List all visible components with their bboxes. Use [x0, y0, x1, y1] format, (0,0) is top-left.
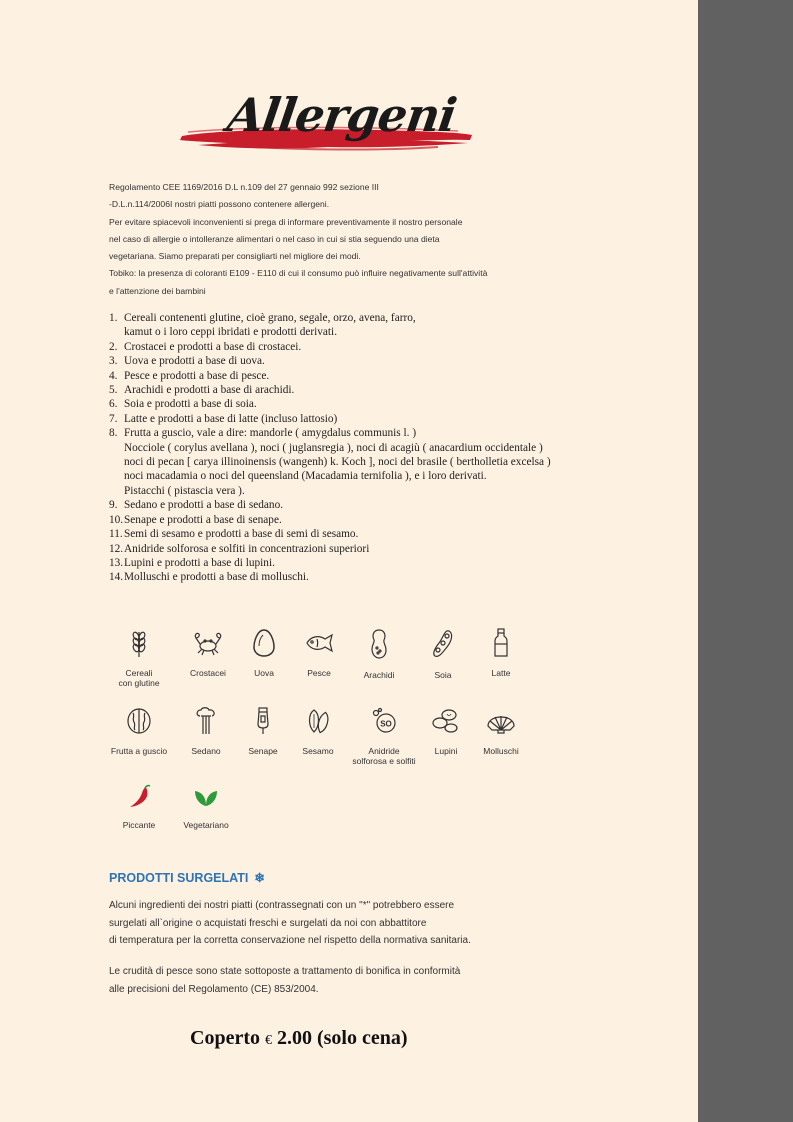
- leaf-icon: [193, 784, 219, 810]
- intro-line: Tobiko: la presenza di coloranti E109 - E110 di cui il consumo può influire negativamente sull'attività: [109, 268, 488, 279]
- legend-sesamo: [283, 706, 353, 756]
- item-number: 12.: [109, 542, 124, 555]
- list-item: [109, 412, 551, 426]
- icon-label: Uova: [254, 668, 274, 678]
- list-item: [109, 397, 551, 411]
- egg-icon: [252, 628, 276, 658]
- icon-label: Sesamo: [302, 746, 334, 756]
- item-number: 2.: [109, 340, 118, 353]
- legend-anidride: [349, 706, 419, 766]
- legend-vegetariano: [171, 784, 241, 830]
- shell-icon: [485, 706, 517, 736]
- item-text: Molluschi e prodotti a base di molluschi.: [124, 571, 309, 584]
- legend-latte: [466, 628, 536, 678]
- chili-icon: [126, 784, 152, 810]
- list-item: [109, 542, 551, 556]
- fish-icon: [303, 628, 335, 658]
- raw-line: alle precisioni del Regolamento (CE) 853/2004.: [109, 983, 319, 995]
- currency-symbol: €: [264, 1033, 272, 1048]
- celery-icon: [193, 706, 219, 736]
- intro-line: nel caso di allergie o intolleranze alimentari o nel caso in cui si stia seguendo una dieta: [109, 233, 440, 244]
- right-sidebar: [698, 0, 793, 1122]
- icon-label: Piccante: [122, 820, 156, 830]
- list-item: [109, 556, 551, 570]
- list-item: [109, 570, 551, 584]
- list-item: [109, 354, 551, 368]
- frozen-line: di temperatura per la corretta conservazione nel rispetto della normativa sanitaria.: [109, 935, 471, 946]
- legend-arachidi: [344, 628, 414, 680]
- icon-label: Anidride solforosa e solfiti: [352, 746, 416, 766]
- item-number: 7.: [109, 412, 118, 425]
- page-title: Allergeni: [224, 88, 460, 142]
- cover-price: 2.00: [276, 1027, 312, 1049]
- item-number: 5.: [109, 384, 118, 397]
- intro-text: [109, 179, 589, 300]
- list-item: [109, 369, 551, 383]
- frozen-title-text: PRODOTTI SURGELATI: [109, 871, 249, 885]
- item-text: Soia e prodotti a base di soia.: [124, 398, 257, 411]
- soy-icon: [431, 628, 455, 660]
- peanut-icon: [368, 628, 390, 660]
- item-text: Latte e prodotti a base di latte (incluso lattosio): [124, 412, 338, 425]
- frozen-line: surgelati all`origine o acquistati freschi e surgelati da noi con abbattitore: [109, 917, 427, 929]
- wheat-icon: [128, 628, 150, 658]
- list-item: [109, 383, 551, 397]
- item-text: Sedano e prodotti a base di sedano.: [124, 499, 284, 512]
- intro-line: vegetariana. Siamo preparati per consigliarti nel migliore dei modi.: [109, 251, 361, 262]
- frozen-products-heading: [109, 870, 265, 885]
- icon-label: Molluschi: [483, 746, 519, 756]
- list-item: [109, 527, 551, 541]
- intro-line: e l'attenzione dei bambini: [109, 285, 206, 296]
- frozen-products-text: [109, 897, 471, 950]
- legend-piccante: [104, 784, 174, 830]
- icon-label: Vegetariano: [183, 820, 229, 830]
- icon-label: Arachidi: [363, 670, 395, 680]
- raw-fish-text: [109, 963, 460, 998]
- item-text: Senape e prodotti a base di senape.: [124, 513, 282, 526]
- item-number: 14.: [109, 571, 124, 584]
- cover-note: (solo cena): [316, 1027, 408, 1049]
- intro-line: Regolamento CEE 1169/2016 D.L n.109 del 27 gennaio 992 sezione III: [109, 182, 379, 192]
- item-text: Lupini e prodotti a base di lupini.: [124, 556, 275, 569]
- sulphite-badge-text: SO: [380, 719, 392, 729]
- list-item: [109, 498, 551, 512]
- item-text: Arachidi e prodotti a base di arachidi.: [124, 384, 295, 397]
- item-number: 9.: [109, 499, 118, 512]
- lupin-icon: [431, 706, 461, 736]
- snowflake-icon: ❄: [254, 871, 265, 885]
- cover-charge: [190, 1027, 408, 1050]
- list-item: [109, 426, 551, 498]
- item-text: Anidride solforosa e solfiti in concentrazioni superiori: [124, 542, 370, 555]
- icon-label: Sedano: [191, 746, 221, 756]
- milk-bottle-icon: [492, 628, 510, 658]
- item-text: Uova e prodotti a base di uova.: [124, 355, 265, 368]
- legend-molluschi: [466, 706, 536, 756]
- item-number: 8.: [109, 427, 118, 440]
- intro-line: -D.L.n.114/2006I nostri piatti possono contenere allergeni.: [109, 199, 330, 210]
- item-number: 10.: [109, 513, 124, 526]
- item-number: 1.: [109, 312, 118, 324]
- icon-label: Latte: [491, 668, 511, 678]
- icon-label: Pesce: [307, 668, 331, 678]
- icon-label: Frutta a guscio: [110, 746, 168, 756]
- cover-label: Coperto: [190, 1027, 260, 1049]
- item-number: 4.: [109, 369, 118, 382]
- icon-label: Lupini: [434, 746, 458, 756]
- icon-label: Soia: [434, 670, 452, 680]
- item-text: Cereali contenenti glutine, cioè grano, segale, orzo, avena, farro, kamut o i loro ceppi ibridati e prodotti derivati.: [124, 312, 416, 339]
- item-number: 6.: [109, 398, 118, 411]
- icon-label: Senape: [248, 746, 278, 756]
- list-item: [109, 513, 551, 527]
- item-text: Crostacei e prodotti a base di crostacei.: [124, 340, 302, 353]
- sulphite-icon: [369, 706, 399, 736]
- title-block: [178, 88, 478, 168]
- legend-frutta-a-guscio: [104, 706, 174, 756]
- frozen-line: Alcuni ingredienti dei nostri piatti (contrassegnati con un "*" potrebbero essere: [109, 900, 455, 911]
- intro-line: Per evitare spiacevoli inconvenienti si prega di informare preventivamente il nostro personale: [109, 216, 463, 227]
- item-number: 11.: [109, 528, 123, 541]
- item-number: 13.: [109, 556, 124, 569]
- item-number: 3.: [109, 355, 118, 368]
- icon-label: Cereali con glutine: [118, 668, 160, 688]
- icon-label: Crostacei: [190, 668, 226, 678]
- legend-cereali: [104, 628, 174, 688]
- raw-line: Le crudità di pesce sono state sottoposte a trattamento di bonifica in conformità: [109, 966, 461, 977]
- item-text: Semi di sesamo e prodotti a base di semi di sesamo.: [124, 528, 359, 541]
- item-text: Frutta a guscio, vale a dire: mandorle ( amygdalus communis l. ) Nocciole ( corylus avellana ), noci ( juglansregia ), noci di acagiù ( anacardium occidentale ) noci di pecan [ carya illinoinensis (wangenh) k. Koch ], noci del brasile ( bertholletia excelsa ) noci macadamia o noci del queensland (Macadamia ternifolia ), e i loro derivati. Pistacchi ( pistascia vera ).: [124, 427, 551, 497]
- item-text: Pesce e prodotti a base di pesce.: [124, 369, 270, 382]
- mustard-icon: [254, 706, 272, 736]
- list-item: [109, 340, 551, 354]
- sesame-icon: [304, 706, 332, 736]
- list-item: [109, 311, 551, 340]
- crab-icon: [193, 628, 223, 658]
- allergen-list: [109, 311, 551, 585]
- walnut-icon: [125, 706, 153, 736]
